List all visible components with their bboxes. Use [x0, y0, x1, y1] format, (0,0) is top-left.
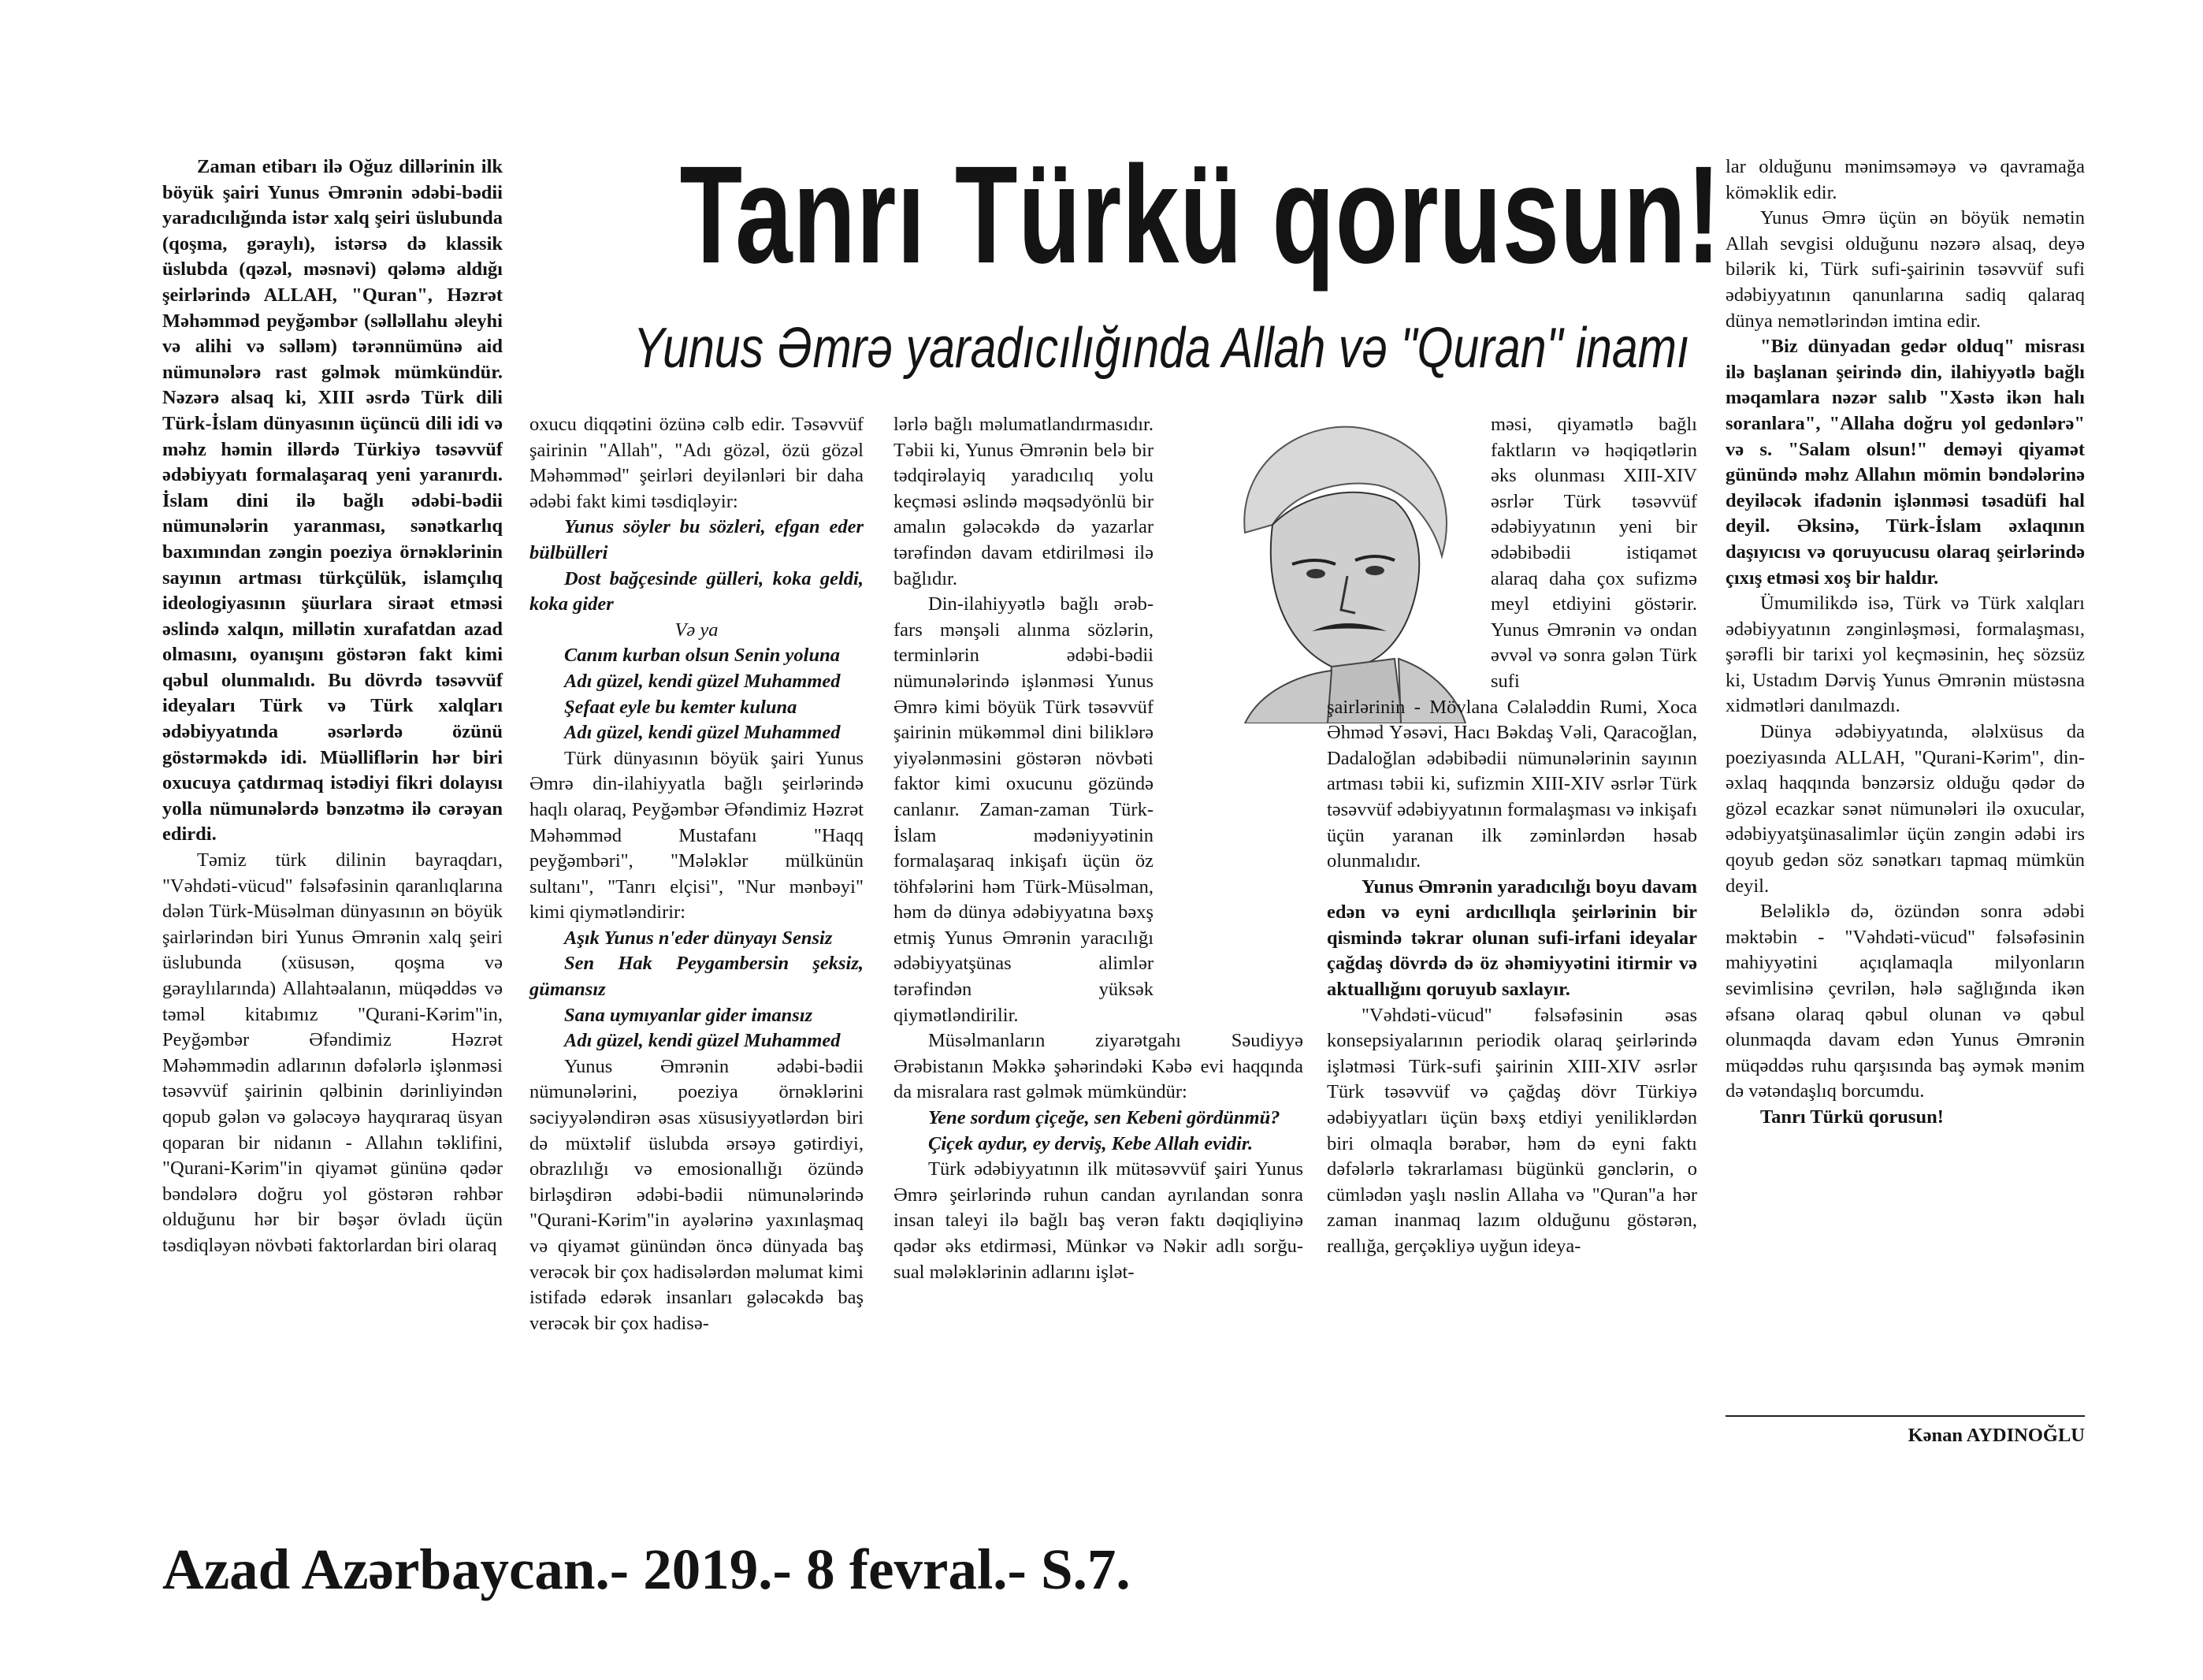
verse-line: Sen Hak Peygambersin şeksiz, gümansız	[529, 953, 864, 1001]
article-column-4	[1327, 412, 1697, 1260]
article-column-2	[529, 412, 864, 1336]
paragraph: Türk ədəbiyyatının ilk mütəsəvvüf şairi Yunus Əmrə şeirlərində ruhun candan ayrılandan sonra insan taleyi ilə bağlı baş verən faktı dəqiqliyinə qədər əks etdirməsi, Münkər və Nəkir adlı sorğu-sual mələklərinin adlarını işlət-	[893, 1158, 1303, 1283]
paragraph: Müsəlmanların ziyarətgahı Səudiyyə Ərəbistanın Məkkə şəhərindəki Kəbə evi haqqında da misralara rast gəlmək mümkündür:	[893, 1030, 1303, 1103]
article-column-1	[162, 154, 503, 1259]
verse-line: Adı güzel, kendi güzel Muhammed	[564, 1030, 841, 1052]
verse-line: Yunus söyler bu sözleri, efgan eder bülbülleri	[529, 516, 864, 563]
headline: Tanrı Türkü qorusun!	[679, 138, 1722, 292]
paragraph: Yunus Əmrənin yaradıcılığı boyu davam edən və eyni ardıcıllıqla şeirlərinin bir qismində təkrar olunan sufi-irfani ideyalar çağdaş dövrdə də öz əhəmiyyətini itirmir və aktuallığını qoruyub saxlayır.	[1327, 875, 1697, 1001]
subheadline: Yunus Əmrə yaradıcılığında Allah və "Quran" inamı	[633, 317, 1690, 380]
paragraph: Yunus Əmrənin ədəbi-bədii nümunələrini, poeziya örnəklərini səciyyələndirən əsas xüsusiyyətlərdən biri də müxtəlif üslubda ərsəyə gətirdiyi, obrazlılığı və emosionallığı özündə birləşdirən ədəbi-bədii nümunələrində "Qurani-Kərim"in ayələrinə yaxınlaşmaq və qiyamət günündən öncə dünyada baş verəcək bir çox hadisələrdən məlumat kimi istifadə edərək insanları gələcəkdə baş verəcək bir çox hadisə-	[529, 1055, 864, 1334]
signature-rule	[1726, 1415, 2085, 1417]
verse-line: Aşık Yunus n'eder dünyayı Sensiz	[564, 927, 833, 949]
verse-line: Dost bağçesinde gülleri, koka geldi, koka gider	[529, 567, 864, 615]
paragraph: Təmiz türk dilinin bayraqdarı, "Vəhdəti-vücud" fəlsəfəsinin qaranlıqlarına dələn Türk-Müsəlman dünyasının ən böyük şairlərindən biri Yunus Əmrənin xalq şeiri üslubunda (xüsusən, qoşma və gəraylılarında) Allahtəalanın, müqəddəs və təməl kitabımız "Qurani-Kərim"in, Peyğəmbər Əfəndimiz Həzrət Məhəmmədin adlarının dəfələrlə işlənməsi təsəvvüf şairinin qəlbinin dərinliyindən qopub gələn və gələcəyə hayqıraraq üsyan qoparan bir nidanın - Allahın təklifini, "Qurani-Kərim"in qiyamət gününə qədər bəndələrə doğru yol göstərən rəhbər olduğunu hər bir bəşər övladı üçün təsdiqləyən növbəti faktorlardan biri olaraq	[162, 849, 503, 1256]
verse-line: Çiçek aydur, ey derviş, Kebe Allah evidir.	[928, 1132, 1254, 1154]
verse-line: Şefaat eyle bu kemter kuluna	[564, 696, 797, 718]
paragraph: məsi, qiyamətlə bağlı faktların və həqiqətlərin əks olunması XIII-XIV əsrlər Türk təsəvvüf ədəbiyyatının yeni bir ədəbibədii istiqamət alaraq daha çox sufizmə meyl etdiyini göstərir. Yunus Əmrənin və ondan əvvəl və sonra gələn Türk sufi	[1491, 414, 1697, 692]
paragraph: Beləliklə də, özündən sonra ədəbi məktəbin - "Vəhdəti-vücud" fəlsəfəsinin mahiyyətini açıqlamaqla milyonların sevimlisinə çevrilən, hələ sağlığında ikən əfsanə olaraq qəbul olunan və qəbul olunmaqda davam edən Yunus Əmrənin müqəddəs ruhu qarşısında baş əymək mənim də vətəndaşlıq borcumdu.	[1726, 901, 2085, 1102]
verse-line: Canım kurban olsun Senin yoluna	[564, 645, 840, 667]
source-citation: Azad Azərbaycan.- 2019.- 8 fevral.- S.7.	[162, 1537, 1131, 1601]
verse-line: Sana uymıyanlar gider imansız	[564, 1004, 813, 1026]
verse-line: Yene sordum çiçeğe, sen Kebeni gördünmü?	[928, 1107, 1280, 1129]
paragraph: şairlərinin - Mövlana Cəlaləddin Rumi, Xoca Əhməd Yəsəvi, Hacı Bəkdaş Vəli, Qaracoğlan, Dadaloğlan ədəbibədii nümunələrinin sayının artması təbii ki, sufizmin XIII-XIV əsrlər Türk təsəvvüf ədəbiyyatının formalaşması və inkişafı üçün yaranan ilk zəminlərdən həsab olunmalıdır.	[1327, 696, 1697, 872]
lead-paragraph: Zaman etibarı ilə Oğuz dillərinin ilk böyük şairi Yunus Əmrənin ədəbi-bədii yaradıcılığında istər xalq şeiri üslubunda (qoşma, gəraylı), istərsə də klassik üslubda (qəzəl, məsnəvi) qələmə aldığı şeirlərində ALLAH, "Quran", Həzrət Məhəmməd peyğəmbər (səlləllahu əleyhi və alihi və səlləm) tərənnümünə aid nümunələrə rast gəlmək mümkündür. Nəzərə alsaq ki, XIII əsrdə Türk dili Türk-İslam dünyasının üçüncü dili idi və məhz həmin illərdə Türkiyə təsəvvüf ədəbiyyatı formalaşaraq yeni yaranırdı. İslam dini ilə bağlı ədəbi-bədii nümunələrin yaranması, sənətkarlıq baxımından zəngin poeziya örnəklərinin sayının artması türkçülük, islamçılıq ideologiyasının şüurlara siraət etməsi əslində xalqın, millətin xurafatdan azad olmasını, oyanışını göstərən fakt kimi qəbul olunmalıdı. Bu dövrdə təsəvvüf ideyaları Türk və Türk xalqları ədəbiyyatında əsərlərdə özünü göstərməkdə idi. Müəlliflərin hər biri oxucuya çatdırmaq istədiyi fikri dolayısı yolla nümunələrdə bənzətmə ilə cərəyan edirdi.	[162, 156, 503, 846]
closing-line: Tanrı Türkü qorusun!	[1760, 1106, 1944, 1128]
paragraph: Türk dünyasının böyük şairi Yunus Əmrə din-ilahiyyatla bağlı şeirlərində haqlı olaraq, Peyğəmbər Əfəndimiz Həzrət Məhəmməd Mustafanı "Haqq peyğəmbəri", "Mələklər mülkünün sultanı", "Tanrı elçisi", "Nur mənbəyi" kimi qiymətləndirir:	[529, 747, 864, 924]
paragraph: lərlə bağlı məlumatlandırmasıdır. Təbii ki, Yunus Əmrənin belə bir tədqirəlayiq yaradıcılıq yolu keçməsi əslində məqsədyönlü bir amalın gələcəkdə də yazarlar tərəfindən davam etdirilməsi ilə bağlıdır.	[893, 414, 1154, 589]
paragraph: Ümumilikdə isə, Türk və Türk xalqları ədəbiyyatının zənginləşməsi, formalaşması, şərəfli bir tarixi yol keçməsinin, heç sözsüz ki, Ustadım Dərviş Yunus Əmrənin müstəsna xidmətləri danılmazdı.	[1726, 593, 2085, 717]
verse-separator: Və ya	[674, 619, 719, 641]
paragraph: Dünya ədəbiyyatında, ələlxüsus da poeziyasında ALLAH, "Qurani-Kərim", din-əxlaq haqqında bənzərsiz olduğu qədər də gözəl ecazkar sənət nümunələri ilə oxucular, ədəbiyyatşünasalimlər üçün zəngin ədəbi irs qoyub gedən söz sənətkarı tapmaq mümkün deyil.	[1726, 721, 2085, 897]
verse-line: Adı güzel, kendi güzel Muhammed	[564, 670, 841, 692]
paragraph: lar olduğunu mənimsəməyə və qavramağa köməklik edir.	[1726, 156, 2085, 203]
author-signature: Kənan AYDINOĞLU	[1908, 1425, 2085, 1446]
paragraph: oxucu diqqətini özünə cəlb edir. Təsəvvüf şairinin "Allah", "Adı gözəl, özü gözəl Məhəmməd" şeirləri deyilənləri bir daha ədəbi fakt kimi təsdiqləyir:	[529, 414, 864, 512]
paragraph: "Biz dünyadan gedər olduq" misrası ilə başlanan şeirində din, ilahiyyətlə bağlı məqamlara nəzər salıb "Xəstə ikən halı soranlara", "Allaha doğru yol gedənlərə" və s. "Salam olsun!" deməyi qiyamət günündə məhz Allahın mömin bəndələrinə deyiləcək ifadənin işlənməsi təsadüfi hal deyil. Əksinə, Türk-İslam əxlaqının daşıyıcısı və qoruyucusu olaraq şeirlərində çıxış etməsi xoş bir haldır.	[1726, 336, 2085, 589]
article-column-5	[1726, 154, 2085, 1131]
verse-line: Adı güzel, kendi güzel Muhammed	[564, 722, 841, 744]
paragraph: Din-ilahiyyətlə bağlı ərəb-fars mənşəli alınma sözlərin, terminlərin ədəbi-bədii nümunələrində işlənməsi Yunus Əmrə kimi böyük Türk təsəvvüf şairinin mükəmməl dini biliklərə yiyələnməsini göstərən növbəti faktor kimi oxucunu gözündə canlanır. Zaman-zaman Türk-İslam mədəniyyətinin formalaşaraq inkişafı üçün öz töhfələrini həm Türk-Müsəlman, həm də dünya ədəbiyyatına bəxş etmiş Yunus Əmrənin yaracılığı ədəbiyyatşünas alimlər tərəfindən yüksək qiymətləndirilir.	[893, 593, 1154, 1026]
paragraph: Yunus Əmrə üçün ən böyük nemətin Allah sevgisi olduğunu nəzərə alsaq, deyə bilərik ki, Türk sufi-şairinin təsəvvüf sufi ədəbiyyatının qanunlarına sadiq qalaraq dünya nemətlərindən imtina edir.	[1726, 207, 2085, 332]
paragraph: "Vəhdəti-vücud" fəlsəfəsinin əsas konsepsiyalarının periodik olaraq şeirlərində işlətməsi Türk-sufi şairinin XIII-XIV əsrlər Türk təsəvvüf və çağdaş dövr Türkiyə ədəbiyyatları üçün bəxş etdiyi yeniliklərdən biri olmaqla bərabər, həm də eyni faktı dəfələrlə təkrarlaması bügünkü gənclərin, o cümlədən yaşlı nəslin Allaha və "Quran"a hər zaman inanmaq lazım olduğunu göstərən, reallığa, gerçəkliyə uyğun ideya-	[1327, 1004, 1697, 1257]
